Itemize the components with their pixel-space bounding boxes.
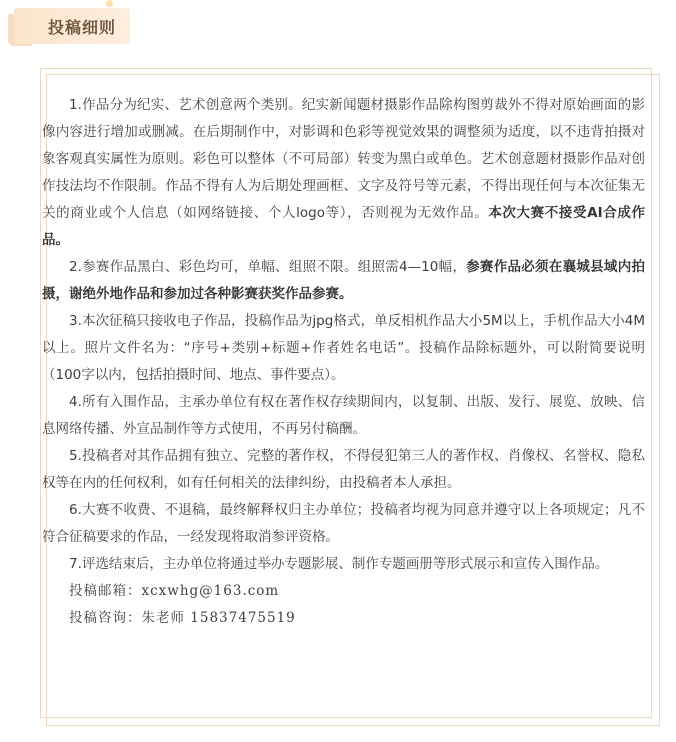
rules-content: [42, 92, 645, 632]
rule-text: 4.所有入围作品，主承办单位有权在著作权存续期间内，以复制、出版、发行、展览、放映、信息网络传播、外宣品制作等方式使用，不再另付稿酬。: [42, 394, 645, 437]
contact-email: 投稿邮箱：xcxwhg@163.com: [69, 583, 280, 599]
rule-paragraph: [42, 497, 645, 551]
rule-text: 2.参赛作品黑白、彩色均可，单幅、组照不限。组照需4—10幅，: [69, 259, 467, 275]
rule-paragraph: [42, 254, 645, 308]
rule-text: 5.投稿者对其作品拥有独立、完整的著作权，不得侵犯第三人的著作权、肖像权、名誉权、隐私权等在内的任何权利，如有任何相关的法律纠纷，由投稿者本人承担。: [42, 448, 645, 491]
rule-paragraph: [42, 443, 645, 497]
section-heading: [8, 0, 138, 48]
rule-paragraph: [42, 389, 645, 443]
rule-text: 1.作品分为纪实、艺术创意两个类别。纪实新闻题材摄影作品除构图剪裁外不得对原始画面的影像内容进行增加或删减。在后期制作中，对影调和色彩等视觉效果的调整须为适度，以不违背拍摄对象客观真实属性为原则。彩色可以整体（不可局部）转变为黑白或单色。艺术创意题材摄影作品对创作技法均不作限制。作品不得有人为后期处理画框、文字及符号等元素，不得出现任何与本次征集无关的商业或个人信息（如网络链接、个人logo等），否则视为无效作品。: [42, 97, 645, 221]
rule-text: 3.本次征稿只接收电子作品，投稿作品为jpg格式，单反相机作品大小5M以上，手机作品大小4M以上。照片文件名为：“序号+类别+标题+作者姓名电话”。投稿作品除标题外，可以附简要说明（100字以内，包括拍摄时间、地点、事件要点）。: [42, 313, 645, 383]
rule-text: 7.评选结束后，主办单位将通过举办专题影展、制作专题画册等形式展示和宣传入围作品。: [69, 556, 609, 572]
contact-consult: 投稿咨询：朱老师 15837475519: [69, 610, 296, 626]
rule-paragraph: [42, 551, 645, 578]
page-title: 投稿细则: [48, 18, 117, 37]
rule-paragraph: [42, 308, 645, 389]
rule-emphasis: 参赛作品必须在襄城县域内拍摄，谢绝外地作品和参加过各种影赛获奖作品参赛。: [42, 259, 645, 302]
rule-emphasis: 本次大赛不接受AI合成作品。: [42, 205, 645, 248]
rule-text: 6.大赛不收费、不退稿，最终解释权归主办单位；投稿者均视为同意并遵守以上各项规定；凡不符合征稿要求的作品，一经发现将取消参评资格。: [42, 502, 645, 545]
heading-dot-decoration: [106, 0, 113, 7]
rule-paragraph: [42, 92, 645, 254]
